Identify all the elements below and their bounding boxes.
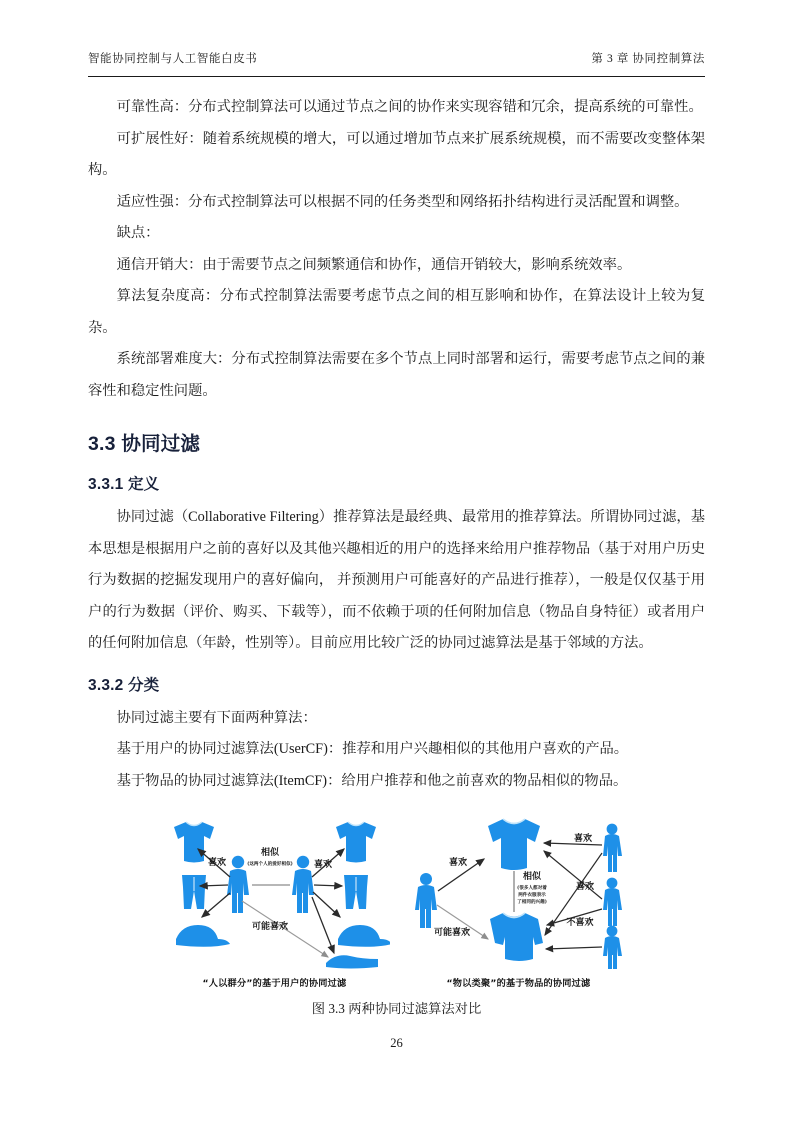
header-divider xyxy=(88,76,705,77)
like-label-target: 喜欢 xyxy=(448,858,467,868)
like-label-left: 喜欢 xyxy=(207,858,226,868)
section-heading-3-3-2: 3.3.2 分类 xyxy=(88,676,160,694)
item-pants-left xyxy=(182,875,206,909)
paragraph-disadvantages-heading: 缺点： xyxy=(116,225,160,241)
similar-note-line3: 了相同的兴趣) xyxy=(516,900,547,905)
arrow-b-pants xyxy=(314,885,342,886)
similar-label: 相似 xyxy=(260,848,279,858)
person-other-2 xyxy=(603,878,622,926)
person-target xyxy=(415,873,437,928)
item-pants-right xyxy=(344,875,368,909)
page-number: 26 xyxy=(390,1036,403,1050)
person-a xyxy=(227,856,249,913)
item-tshirt-top xyxy=(488,819,540,870)
figure-subcaption-usercf: “人以群分”的基于用户的协同过滤 xyxy=(202,978,347,989)
running-header xyxy=(88,50,705,66)
arrow-b-cap xyxy=(313,892,340,917)
paragraph-reliability: 可靠性高：分布式控制算法可以通过节点之间的协作来实现容错和冗余，提高系统的可靠性。 xyxy=(116,99,703,115)
item-tshirt-right xyxy=(336,822,376,863)
similar-note-line1: (很多人都对着 xyxy=(516,886,547,891)
section-heading-3-3-1: 3.3.1 定义 xyxy=(88,476,160,493)
paragraph-cf-definition: 协同过滤（Collaborative Filtering）推荐算法是最经典、最常用的推荐算法。所谓协同过滤，基本思想是根据用户之前的喜好以及其他兴趣相近的用户的选择来给用户推荐物品（基于对用户历史行为数据的挖掘发现用户的喜好偏向， 并预测用户可能喜好的产品进行推荐），一般是仅仅基于用户的行为数据（评价、购买、下载等），而不依赖于项的任何附加信息（物品自身特征）或者用户的任何附加信息（年龄，性别等）。目前应用比较广泛的协同过滤算法是基于邻域的方法。 xyxy=(88,509,705,651)
paragraph-usercf: 基于用户的协同过滤算法(UserCF)：推荐和用户兴趣相似的其他用户喜欢的产品。 xyxy=(116,741,629,757)
maybe-like-label: 可能喜欢 xyxy=(433,928,470,938)
item-cap-left xyxy=(176,925,230,947)
page-content xyxy=(88,92,705,1017)
paragraph-adaptability: 适应性强：分布式控制算法可以根据不同的任务类型和网络拓扑结构进行灵活配置和调整。 xyxy=(116,193,689,210)
paragraph-deployment-difficulty: 系统部署难度大：分布式控制算法需要在多个节点上同时部署和运行，需要考虑节点之间的兼容性和稳定性问题。 xyxy=(88,351,705,399)
arrow-user3-sweater xyxy=(546,947,602,949)
paragraph-itemcf: 基于物品的协同过滤算法(ItemCF)：给用户推荐和他之前喜欢的物品相似的物品。 xyxy=(116,772,628,789)
like-label-user2: 喜欢 xyxy=(575,882,594,892)
item-sweater-bottom xyxy=(490,913,543,961)
figure-panels xyxy=(88,813,705,973)
similar-note-line2: 两件衣服表示 xyxy=(517,893,546,898)
figure-subcaption-itemcf: “物以类聚”的基于物品的协同过滤 xyxy=(446,978,591,989)
figure-panel-itemcf xyxy=(404,813,634,973)
itemcf-illustration xyxy=(404,813,634,973)
arrow-a-cap xyxy=(202,893,230,917)
figure-3-3 xyxy=(88,813,705,1017)
section-heading-3-3: 3.3 协同过滤 xyxy=(88,433,201,455)
paragraph-scalability: 可扩展性好：随着系统规模的增大，可以通过增加节点来扩展系统规模，而不需要改变整体架构。 xyxy=(88,130,705,178)
similar-label: 相似 xyxy=(522,872,541,882)
usercf-illustration xyxy=(160,813,390,973)
item-cap-right xyxy=(338,925,390,947)
similar-note: (这两个人的爱好相似) xyxy=(246,862,293,867)
person-other-1 xyxy=(603,824,622,872)
header-right-chapter: 第 3 章 协同控制算法 xyxy=(591,53,705,65)
paragraph-cf-two-algorithms: 协同过滤主要有下面两种算法： xyxy=(116,709,317,726)
maybe-like-label: 可能喜欢 xyxy=(251,922,288,932)
paragraph-algorithm-complexity: 算法复杂度高：分布式控制算法需要考虑节点之间的相互影响和协作，在算法设计上较为复杂。 xyxy=(88,288,705,336)
person-other-3 xyxy=(603,926,622,969)
arrow-b-shoe xyxy=(312,897,334,953)
figure-caption: 图 3.3 两种协同过滤算法对比 xyxy=(311,1001,482,1016)
paragraph-communication-overhead: 通信开销大：由于需要节点之间频繁通信和协作，通信开销较大，影响系统效率。 xyxy=(116,256,632,273)
figure-panel-usercf xyxy=(160,813,390,973)
like-label-user1: 喜欢 xyxy=(573,834,592,844)
person-b xyxy=(292,856,314,913)
header-left-title: 智能协同控制与人工智能白皮书 xyxy=(88,53,258,65)
dislike-label-user3: 不喜欢 xyxy=(565,918,594,928)
item-tshirt-left xyxy=(174,822,214,863)
like-label-right: 喜欢 xyxy=(313,860,332,870)
figure-subcaptions xyxy=(88,975,705,989)
item-shoe-right xyxy=(326,955,378,968)
